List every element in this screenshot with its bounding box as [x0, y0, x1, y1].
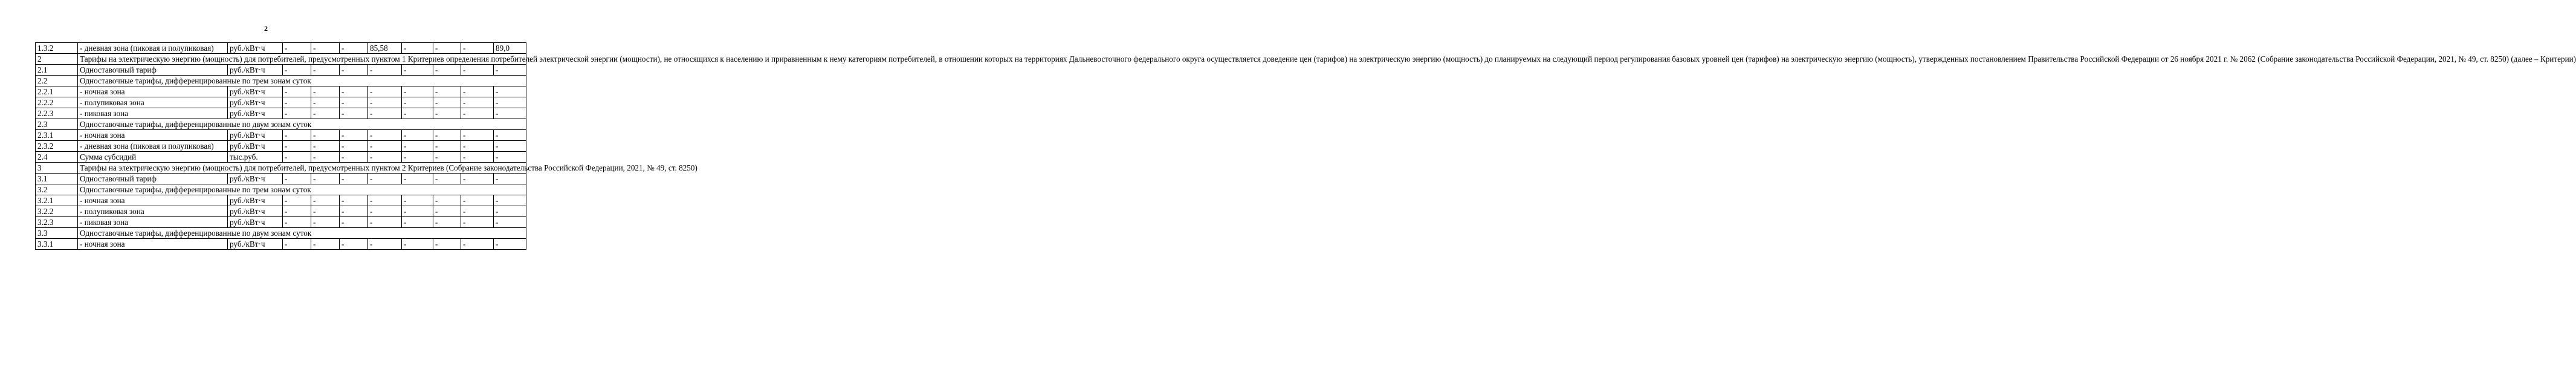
row-number: 2.3 — [36, 119, 78, 130]
row-number: 2.3.2 — [36, 141, 78, 152]
value-cell: - — [340, 239, 368, 250]
section-row — [36, 119, 526, 130]
value-cell: - — [283, 239, 311, 250]
row-number: 2.2.1 — [36, 86, 78, 97]
row-name: Одноставочный тариф — [78, 65, 228, 76]
value-cell: - — [461, 239, 494, 250]
value-cell: - — [340, 130, 368, 141]
row-number: 1.3.2 — [36, 43, 78, 54]
row-number: 3.2 — [36, 184, 78, 195]
value-cell: - — [283, 130, 311, 141]
row-unit: руб./кВт·ч — [228, 86, 283, 97]
value-cell: - — [433, 206, 461, 217]
value-cell: - — [311, 43, 340, 54]
row-unit: руб./кВт·ч — [228, 130, 283, 141]
value-cell: - — [494, 108, 526, 119]
row-name: - ночная зона — [78, 86, 228, 97]
value-cell: - — [368, 86, 402, 97]
row-number: 2.2.2 — [36, 97, 78, 108]
row-number: 3.3 — [36, 228, 78, 239]
value-cell: - — [340, 108, 368, 119]
value-cell: - — [494, 86, 526, 97]
table-row — [36, 130, 526, 141]
row-name: Сумма субсидий — [78, 152, 228, 163]
value-cell: - — [340, 141, 368, 152]
value-cell: - — [283, 174, 311, 184]
value-cell: - — [461, 108, 494, 119]
value-cell: - — [340, 97, 368, 108]
tariff-table — [35, 42, 2576, 250]
row-name: - полупиковая зона — [78, 97, 228, 108]
value-cell: - — [368, 217, 402, 228]
table-row — [36, 152, 526, 163]
value-cell: - — [340, 174, 368, 184]
value-cell: - — [494, 174, 526, 184]
value-cell: - — [368, 206, 402, 217]
value-cell: - — [433, 141, 461, 152]
row-unit: тыс.руб. — [228, 152, 283, 163]
value-cell: - — [494, 141, 526, 152]
value-cell: - — [283, 43, 311, 54]
value-cell: - — [368, 108, 402, 119]
section-title: Одноставочные тарифы, дифференцированные по трем зонам суток — [78, 184, 526, 195]
value-cell: - — [402, 152, 433, 163]
row-number: 3.1 — [36, 174, 78, 184]
row-number: 3.2.3 — [36, 217, 78, 228]
value-cell: - — [368, 141, 402, 152]
value-cell: - — [311, 174, 340, 184]
value-cell: - — [368, 152, 402, 163]
value-cell: - — [433, 152, 461, 163]
table-row — [36, 97, 526, 108]
value-cell: - — [461, 97, 494, 108]
tariff-table-body — [36, 43, 2576, 250]
page-number: 2 — [264, 24, 268, 33]
value-cell: - — [283, 217, 311, 228]
section-row — [36, 163, 526, 174]
row-number: 2.3.1 — [36, 130, 78, 141]
value-cell: - — [433, 195, 461, 206]
value-cell: - — [368, 239, 402, 250]
value-cell: - — [402, 86, 433, 97]
row-name: Одноставочный тариф — [78, 174, 228, 184]
value-cell: - — [283, 65, 311, 76]
section-row — [36, 184, 526, 195]
section-title: Тарифы на электрическую энергию (мощность) для потребителей, предусмотренных пунктом 1 Критериев определения потребителей электрической энергии (мощности), не относящихся к населению и приравненным к нему категориям потребителей, в отношении которых на территориях Дальневосточного федерального округа осуществляется доведение цен (тарифов) на электрическую энергию (мощность) до планируемых на следующий период регулирования базовых уровней цен (тарифов) на электрическую энергию (мощность), утвержденных постановлением Правительства Российской Федерации от 26 ноября 2021 г. № 2062 (Собрание законодательства Российской Федерации, 2021, № 49, ст. 8250) (далее – Критерии) — [78, 54, 526, 65]
section-title: Одноставочные тарифы, дифференцированные по трем зонам суток — [78, 76, 526, 86]
row-unit: руб./кВт·ч — [228, 174, 283, 184]
value-cell: - — [340, 86, 368, 97]
value-cell: - — [311, 86, 340, 97]
value-cell: - — [402, 239, 433, 250]
table-row — [36, 108, 526, 119]
value-cell: - — [461, 174, 494, 184]
row-unit: руб./кВт·ч — [228, 217, 283, 228]
row-unit: руб./кВт·ч — [228, 65, 283, 76]
value-cell: - — [494, 195, 526, 206]
row-number: 2.2 — [36, 76, 78, 86]
value-cell: - — [340, 65, 368, 76]
value-cell: - — [311, 239, 340, 250]
row-name: - дневная зона (пиковая и полупиковая) — [78, 141, 228, 152]
row-number: 2 — [36, 54, 78, 65]
value-cell: - — [311, 130, 340, 141]
value-cell: - — [433, 217, 461, 228]
value-cell: - — [494, 97, 526, 108]
value-cell: - — [340, 152, 368, 163]
value-cell: - — [311, 108, 340, 119]
row-unit: руб./кВт·ч — [228, 239, 283, 250]
value-cell: - — [494, 152, 526, 163]
table-row — [36, 174, 526, 184]
row-name: - ночная зона — [78, 239, 228, 250]
table-row — [36, 141, 526, 152]
value-cell: - — [433, 65, 461, 76]
value-cell: - — [340, 43, 368, 54]
value-cell: - — [433, 97, 461, 108]
value-cell: - — [311, 97, 340, 108]
value-cell: - — [461, 195, 494, 206]
value-cell: - — [311, 152, 340, 163]
value-cell: - — [402, 43, 433, 54]
row-name: - ночная зона — [78, 130, 228, 141]
value-cell: - — [311, 217, 340, 228]
value-cell: - — [461, 130, 494, 141]
section-row — [36, 76, 526, 86]
value-cell: - — [402, 206, 433, 217]
row-unit: руб./кВт·ч — [228, 43, 283, 54]
value-cell: - — [461, 86, 494, 97]
row-number: 3.3.1 — [36, 239, 78, 250]
value-cell: - — [340, 206, 368, 217]
value-cell: - — [494, 206, 526, 217]
table-row — [36, 43, 526, 54]
value-cell: - — [283, 141, 311, 152]
value-cell: - — [461, 152, 494, 163]
section-title: Одноставочные тарифы, дифференцированные по двум зонам суток — [78, 119, 526, 130]
table-row — [36, 86, 526, 97]
section-row — [36, 228, 526, 239]
value-cell: - — [433, 43, 461, 54]
value-cell: - — [494, 217, 526, 228]
table-row — [36, 195, 526, 206]
value-cell: - — [368, 130, 402, 141]
value-cell: - — [402, 195, 433, 206]
value-cell: - — [283, 152, 311, 163]
row-unit: руб./кВт·ч — [228, 206, 283, 217]
row-number: 3.2.1 — [36, 195, 78, 206]
table-row — [36, 217, 526, 228]
value-cell: - — [494, 130, 526, 141]
row-unit: руб./кВт·ч — [228, 141, 283, 152]
table-row — [36, 206, 526, 217]
value-cell: - — [402, 217, 433, 228]
value-cell: - — [368, 97, 402, 108]
row-name: - пиковая зона — [78, 217, 228, 228]
value-cell: - — [283, 108, 311, 119]
value-cell: - — [433, 239, 461, 250]
value-cell: - — [402, 174, 433, 184]
value-cell: - — [461, 43, 494, 54]
row-name: - ночная зона — [78, 195, 228, 206]
value-cell: 85,58 — [368, 43, 402, 54]
value-cell: 89,0 — [494, 43, 526, 54]
row-name: - дневная зона (пиковая и полупиковая) — [78, 43, 228, 54]
value-cell: - — [311, 195, 340, 206]
value-cell: - — [311, 65, 340, 76]
value-cell: - — [340, 217, 368, 228]
value-cell: - — [494, 239, 526, 250]
row-unit: руб./кВт·ч — [228, 97, 283, 108]
value-cell: - — [433, 108, 461, 119]
value-cell: - — [283, 195, 311, 206]
table-row — [36, 65, 526, 76]
value-cell: - — [461, 141, 494, 152]
value-cell: - — [311, 206, 340, 217]
section-row — [36, 54, 526, 65]
value-cell: - — [402, 97, 433, 108]
value-cell: - — [494, 65, 526, 76]
row-name: - полупиковая зона — [78, 206, 228, 217]
value-cell: - — [283, 206, 311, 217]
row-number: 2.1 — [36, 65, 78, 76]
value-cell: - — [402, 108, 433, 119]
value-cell: - — [368, 195, 402, 206]
value-cell: - — [402, 130, 433, 141]
row-number: 2.2.3 — [36, 108, 78, 119]
value-cell: - — [461, 65, 494, 76]
section-title: Тарифы на электрическую энергию (мощность) для потребителей, предусмотренных пунктом 2 Критериев (Собрание законодательства Российской Федерации, 2021, № 49, ст. 8250) — [78, 163, 526, 174]
row-number: 3.2.2 — [36, 206, 78, 217]
row-number: 2.4 — [36, 152, 78, 163]
value-cell: - — [461, 206, 494, 217]
value-cell: - — [433, 174, 461, 184]
value-cell: - — [283, 97, 311, 108]
row-number: 3 — [36, 163, 78, 174]
value-cell: - — [368, 65, 402, 76]
value-cell: - — [402, 65, 433, 76]
row-unit: руб./кВт·ч — [228, 195, 283, 206]
value-cell: - — [340, 195, 368, 206]
value-cell: - — [368, 174, 402, 184]
value-cell: - — [433, 86, 461, 97]
value-cell: - — [283, 86, 311, 97]
value-cell: - — [311, 141, 340, 152]
value-cell: - — [433, 130, 461, 141]
section-title: Одноставочные тарифы, дифференцированные по двум зонам суток — [78, 228, 526, 239]
value-cell: - — [402, 141, 433, 152]
table-row — [36, 239, 526, 250]
row-unit: руб./кВт·ч — [228, 108, 283, 119]
row-name: - пиковая зона — [78, 108, 228, 119]
value-cell: - — [461, 217, 494, 228]
